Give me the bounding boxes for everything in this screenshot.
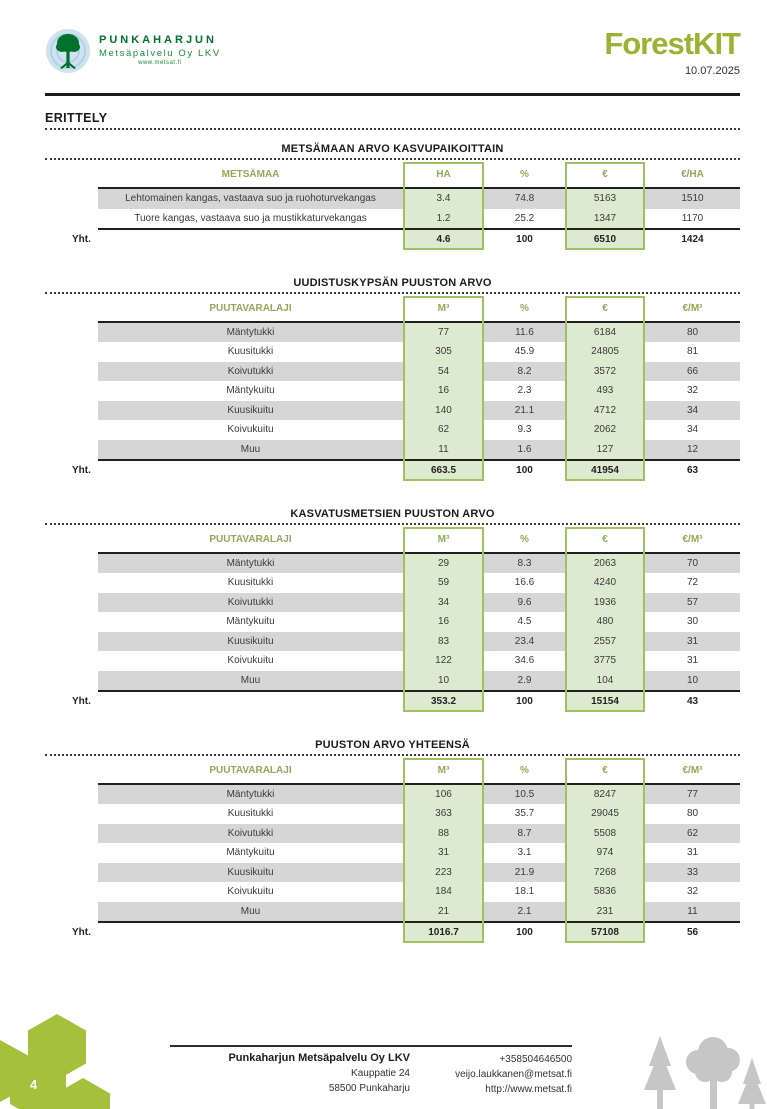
column-header-3: € — [602, 533, 608, 545]
cell-percent: 23.4 — [484, 632, 565, 652]
row-label: Mäntykuitu — [226, 847, 275, 859]
cell-unit-price: 31 — [686, 847, 699, 859]
cell-percent: 21.1 — [484, 401, 565, 421]
cell-volume: 184 — [403, 882, 484, 902]
column-header-2: % — [520, 302, 529, 314]
cell-percent: 25.2 — [514, 212, 535, 224]
row-label: Mäntykuitu — [226, 616, 275, 628]
cell-value-eur: 4712 — [565, 401, 645, 421]
row-label: Koivukuitu — [227, 655, 274, 667]
cell-volume: 3.4 — [403, 189, 484, 209]
cell-value-eur: 29045 — [565, 804, 645, 824]
cell-unit-price: 57 — [645, 593, 740, 613]
cell-unit-price: 33 — [645, 863, 740, 883]
cell-percent: 4.5 — [517, 616, 532, 628]
footer-email-link[interactable]: veijo.laukkanen@metsat.fi — [455, 1069, 572, 1080]
cell-volume: 62 — [403, 420, 484, 440]
row-label: Kuusitukki — [227, 346, 274, 358]
table-title: METSÄMAAN ARVO KASVUPAIKOITTAIN — [281, 143, 504, 155]
table-row — [45, 882, 740, 902]
column-header-1: M³ — [437, 533, 450, 545]
total-percent: 100 — [516, 927, 533, 939]
total-label: Yht. — [72, 927, 91, 939]
total-volume: 4.6 — [403, 230, 484, 250]
cell-unit-price: 80 — [645, 323, 740, 343]
table-row — [45, 381, 740, 401]
logo-text — [99, 28, 221, 66]
cell-value-eur: 480 — [565, 612, 645, 632]
row-label: Muu — [98, 440, 403, 460]
table-row — [45, 902, 740, 922]
header-divider — [45, 93, 740, 96]
cell-volume: 54 — [403, 362, 484, 382]
table-title: PUUSTON ARVO YHTEENSÄ — [315, 738, 470, 751]
cell-unit-price: 81 — [686, 346, 699, 358]
cell-unit-price: 80 — [686, 808, 699, 820]
tables-container — [45, 143, 740, 943]
table-row — [45, 632, 740, 652]
cell-unit-price: 66 — [645, 362, 740, 382]
footer-address-line1: Kauppatie 24 — [351, 1068, 410, 1079]
total-unit-price: 43 — [686, 696, 699, 708]
footer-phone: +358504646500 — [499, 1054, 572, 1065]
cell-volume: 140 — [403, 401, 484, 421]
dotted-divider — [45, 128, 740, 130]
cell-unit-price: 34 — [645, 401, 740, 421]
total-percent: 100 — [516, 234, 533, 246]
dotted-divider — [45, 292, 740, 294]
cell-percent: 2.1 — [484, 902, 565, 922]
row-label: Muu — [98, 902, 403, 922]
cell-value-eur: 24805 — [565, 342, 645, 362]
row-label: Mäntykuitu — [226, 385, 275, 397]
cell-value-eur: 5163 — [565, 189, 645, 209]
cell-percent: 16.6 — [514, 577, 535, 589]
forestkit-wordmark: ForestKIT — [604, 26, 740, 61]
cell-value-eur: 6184 — [565, 323, 645, 343]
total-value-eur: 6510 — [565, 230, 645, 250]
table-header-row — [45, 162, 740, 187]
cell-value-eur: 231 — [565, 902, 645, 922]
table-row — [45, 401, 740, 421]
dotted-divider — [45, 523, 740, 525]
table-row — [45, 651, 740, 671]
column-header-1: M³ — [437, 302, 450, 314]
table-row — [45, 573, 740, 593]
table-row — [45, 804, 740, 824]
total-label: Yht. — [72, 696, 91, 708]
cell-value-eur: 2062 — [565, 420, 645, 440]
row-label: Kuusitukki — [227, 808, 274, 820]
row-label: Koivukuitu — [227, 424, 274, 436]
cell-volume: 83 — [403, 632, 484, 652]
row-label: Koivutukki — [98, 824, 403, 844]
table-row — [45, 420, 740, 440]
footer-divider — [170, 1045, 572, 1047]
brand-block — [604, 28, 740, 77]
cell-volume: 16 — [403, 612, 484, 632]
table-header-row — [45, 758, 740, 783]
cell-value-eur: 1347 — [565, 209, 645, 229]
cell-value-eur: 3572 — [565, 362, 645, 382]
cell-unit-price: 62 — [645, 824, 740, 844]
footer-website-link[interactable]: http://www.metsat.fi — [485, 1084, 572, 1095]
column-header-label: PUUTAVARALAJI — [209, 302, 292, 314]
cell-value-eur: 8247 — [565, 785, 645, 805]
cell-volume: 34 — [403, 593, 484, 613]
cell-unit-price: 11 — [645, 902, 740, 922]
cell-volume: 305 — [403, 342, 484, 362]
table-total-row — [45, 692, 740, 712]
value-table — [45, 739, 740, 943]
cell-unit-price: 31 — [645, 632, 740, 652]
total-label: Yht. — [72, 465, 91, 477]
table-row — [45, 824, 740, 844]
cell-volume: 59 — [403, 573, 484, 593]
row-label: Mäntytukki — [98, 323, 403, 343]
column-header-3: € — [602, 302, 608, 314]
cell-value-eur: 127 — [565, 440, 645, 460]
cell-unit-price: 12 — [645, 440, 740, 460]
cell-percent: 2.3 — [517, 385, 532, 397]
table-row — [45, 785, 740, 805]
cell-unit-price: 72 — [686, 577, 699, 589]
row-label: Koivutukki — [98, 593, 403, 613]
cell-volume: 106 — [403, 785, 484, 805]
cell-volume: 363 — [403, 804, 484, 824]
row-label: Kuusikuitu — [98, 863, 403, 883]
column-header-1: M³ — [437, 764, 450, 776]
table-total-row — [45, 230, 740, 250]
cell-percent: 18.1 — [514, 886, 535, 898]
cell-unit-price: 32 — [686, 385, 699, 397]
column-header-2: % — [520, 169, 529, 180]
column-header-1: HA — [436, 169, 451, 180]
table-body — [45, 527, 740, 712]
footer-company-name: Punkaharjun Metsäpalvelu Oy LKV — [228, 1052, 410, 1064]
page-content — [45, 0, 740, 943]
logo-website: www.metsat.fi — [138, 60, 182, 66]
cell-unit-price: 10 — [645, 671, 740, 691]
cell-unit-price: 77 — [645, 785, 740, 805]
table-row — [45, 671, 740, 691]
cell-percent: 8.7 — [484, 824, 565, 844]
total-volume: 353.2 — [403, 692, 484, 712]
column-header-4: €/M³ — [682, 533, 703, 545]
column-header-label: PUUTAVARALAJI — [209, 764, 292, 776]
page-number: 4 — [30, 1077, 38, 1092]
row-label: Muu — [98, 671, 403, 691]
value-table — [45, 508, 740, 712]
footer-address-line2: 58500 Punkaharju — [328, 1083, 410, 1094]
cell-value-eur: 2063 — [565, 554, 645, 574]
cell-volume: 88 — [403, 824, 484, 844]
cell-volume: 223 — [403, 863, 484, 883]
table-row — [45, 440, 740, 460]
value-table — [45, 143, 740, 250]
total-percent: 100 — [516, 465, 533, 477]
footer-contact-block — [342, 1052, 572, 1097]
cell-volume: 122 — [403, 651, 484, 671]
cell-percent: 8.3 — [484, 554, 565, 574]
column-header-2: % — [520, 533, 529, 545]
total-percent: 100 — [516, 696, 533, 708]
cell-percent: 1.6 — [484, 440, 565, 460]
tree-logo-icon — [45, 28, 91, 76]
cell-unit-price: 70 — [645, 554, 740, 574]
table-row — [45, 189, 740, 209]
cell-value-eur: 974 — [565, 843, 645, 863]
total-unit-price: 63 — [686, 465, 699, 477]
row-label: Kuusitukki — [227, 577, 274, 589]
cell-unit-price: 32 — [686, 886, 699, 898]
row-label: Mäntytukki — [98, 785, 403, 805]
cell-volume: 11 — [403, 440, 484, 460]
total-volume: 1016.7 — [403, 923, 484, 943]
cell-unit-price: 1510 — [645, 189, 740, 209]
column-header-4: €/HA — [681, 169, 704, 180]
cell-percent: 9.6 — [484, 593, 565, 613]
total-volume: 663.5 — [403, 461, 484, 481]
row-label: Tuore kangas, vastaava suo ja mustikkaturvekangas — [134, 212, 367, 224]
table-row — [45, 362, 740, 382]
table-total-row — [45, 923, 740, 943]
table-body — [45, 758, 740, 943]
row-label: Koivukuitu — [227, 886, 274, 898]
logo-subtitle: Metsäpalvelu Oy LKV — [99, 48, 221, 59]
cell-volume: 31 — [403, 843, 484, 863]
cell-unit-price: 34 — [686, 424, 699, 436]
cell-value-eur: 493 — [565, 381, 645, 401]
cell-unit-price: 1170 — [681, 212, 704, 224]
table-total-row — [45, 461, 740, 481]
table-row — [45, 863, 740, 883]
cell-percent: 34.6 — [514, 655, 535, 667]
table-row — [45, 593, 740, 613]
cell-value-eur: 2557 — [565, 632, 645, 652]
dotted-divider — [45, 754, 740, 756]
table-body — [45, 162, 740, 250]
cell-percent: 2.9 — [484, 671, 565, 691]
cell-percent: 8.2 — [484, 362, 565, 382]
company-logo — [45, 28, 221, 76]
row-label: Kuusikuitu — [98, 401, 403, 421]
table-row — [45, 612, 740, 632]
total-value-eur: 41954 — [565, 461, 645, 481]
table-title: KASVATUSMETSIEN PUUSTON ARVO — [290, 507, 495, 520]
cell-volume: 1.2 — [403, 209, 484, 229]
report-date: 10.07.2025 — [684, 65, 740, 77]
table-row — [45, 209, 740, 229]
section-heading: ERITTELY — [45, 111, 108, 125]
cell-volume: 10 — [403, 671, 484, 691]
cell-value-eur: 7268 — [565, 863, 645, 883]
dotted-divider — [45, 158, 740, 160]
table-header-row — [45, 527, 740, 552]
cell-percent: 9.3 — [517, 424, 532, 436]
table-body — [45, 296, 740, 481]
column-header-3: € — [602, 169, 608, 180]
cell-value-eur: 104 — [565, 671, 645, 691]
row-label: Koivutukki — [98, 362, 403, 382]
cell-unit-price: 31 — [686, 655, 699, 667]
total-value-eur: 57108 — [565, 923, 645, 943]
cell-unit-price: 30 — [686, 616, 699, 628]
cell-percent: 11.6 — [484, 323, 565, 343]
cell-value-eur: 3775 — [565, 651, 645, 671]
cell-volume: 16 — [403, 381, 484, 401]
cell-percent: 45.9 — [514, 346, 535, 358]
total-unit-price: 56 — [686, 927, 699, 939]
trees-decoration — [640, 1030, 767, 1109]
logo-company-name: PUNKAHARJUN — [99, 34, 217, 46]
cell-percent: 21.9 — [484, 863, 565, 883]
column-header-label: METSÄMAA — [221, 169, 280, 180]
table-row — [45, 843, 740, 863]
cell-value-eur: 5508 — [565, 824, 645, 844]
total-label: Yht. — [72, 234, 91, 246]
cell-percent: 35.7 — [514, 808, 535, 820]
cell-volume: 29 — [403, 554, 484, 574]
cell-value-eur: 1936 — [565, 593, 645, 613]
row-label: Mäntytukki — [98, 554, 403, 574]
table-header-row — [45, 296, 740, 321]
total-value-eur: 15154 — [565, 692, 645, 712]
value-table — [45, 277, 740, 481]
column-header-2: % — [520, 764, 529, 776]
cell-volume: 21 — [403, 902, 484, 922]
column-header-4: €/M³ — [682, 302, 703, 314]
table-row — [45, 342, 740, 362]
row-label: Kuusikuitu — [98, 632, 403, 652]
cell-value-eur: 5836 — [565, 882, 645, 902]
column-header-label: PUUTAVARALAJI — [209, 533, 292, 545]
row-label: Lehtomainen kangas, vastaava suo ja ruohoturvekangas — [98, 189, 403, 209]
cell-percent: 10.5 — [484, 785, 565, 805]
cell-percent: 74.8 — [484, 189, 565, 209]
total-unit-price: 1424 — [681, 234, 704, 246]
table-row — [45, 323, 740, 343]
page-header — [45, 28, 740, 84]
cell-value-eur: 4240 — [565, 573, 645, 593]
cell-percent: 3.1 — [517, 847, 532, 859]
table-title: UUDISTUSKYPSÄN PUUSTON ARVO — [293, 276, 492, 289]
column-header-4: €/M³ — [682, 764, 703, 776]
column-header-3: € — [602, 764, 608, 776]
cell-volume: 77 — [403, 323, 484, 343]
table-row — [45, 554, 740, 574]
